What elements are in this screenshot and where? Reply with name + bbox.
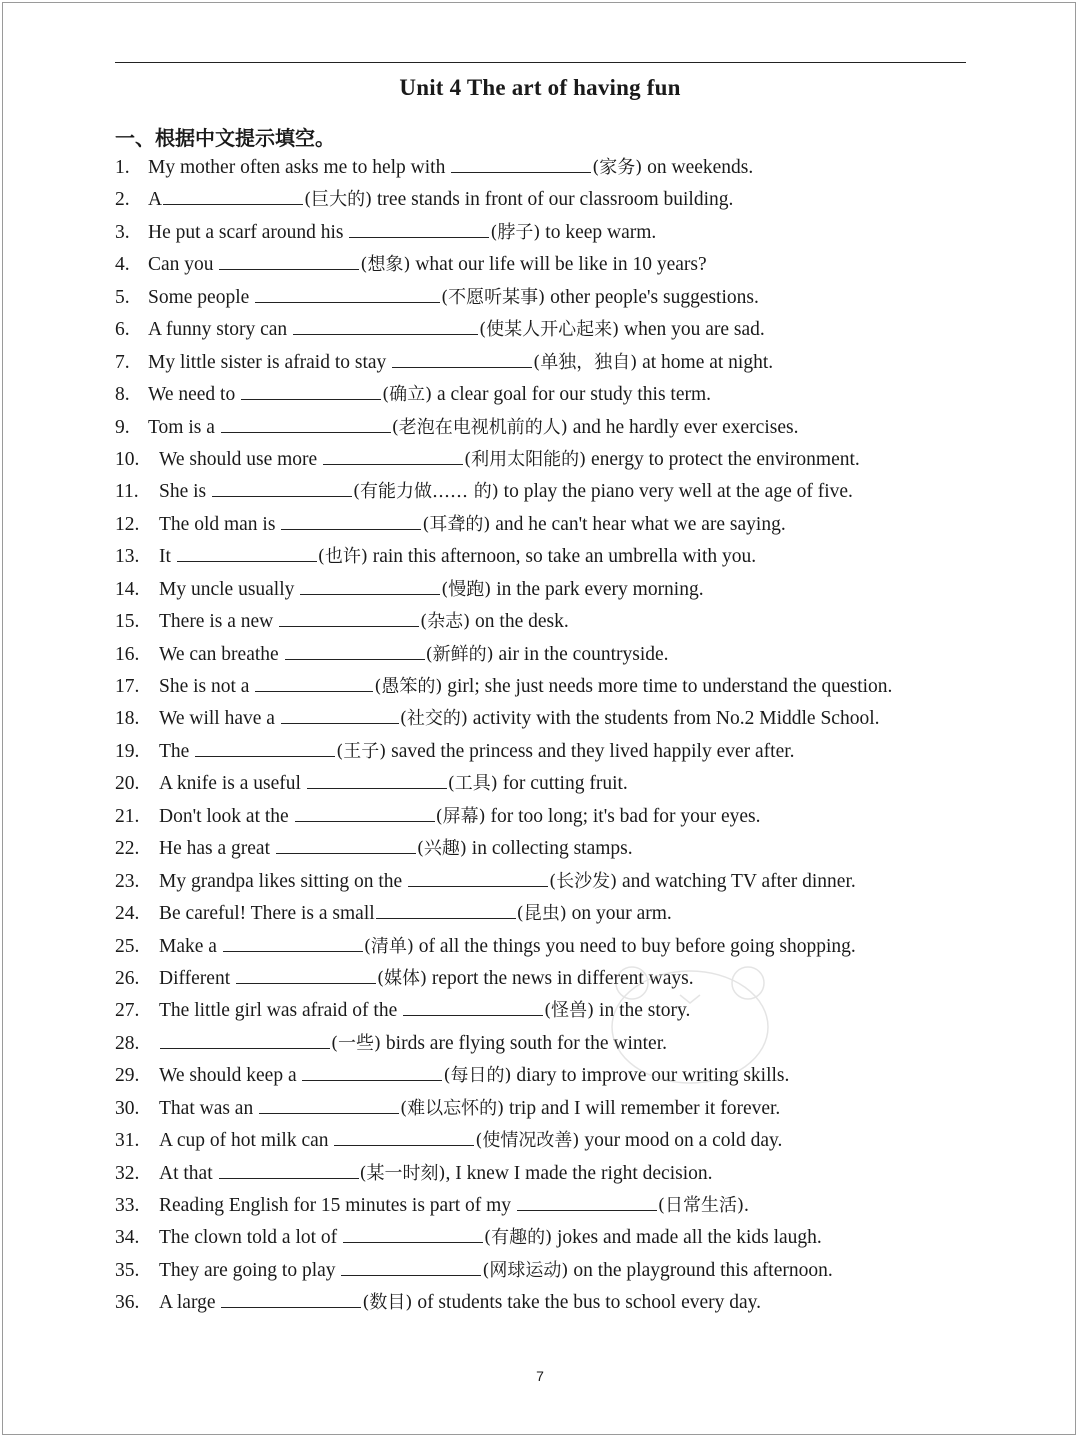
page-title: Unit 4 The art of having fun <box>399 75 681 100</box>
chinese-hint: (长沙发) <box>549 870 618 892</box>
question-number: 1. <box>115 157 130 178</box>
chinese-hint: (某一时刻) <box>359 1162 446 1184</box>
question-item <box>115 282 975 314</box>
question-text-after: to keep warm. <box>540 221 657 243</box>
question-item <box>115 866 975 898</box>
chinese-hint: (清单) <box>363 935 414 957</box>
answer-blank[interactable] <box>163 186 303 205</box>
question-item <box>115 1060 975 1092</box>
chinese-hint: (媒体) <box>376 967 428 989</box>
question-text-after: for too long; it's bad for your eyes. <box>485 805 761 827</box>
question-text-after: in collecting stamps. <box>466 838 633 860</box>
answer-blank[interactable] <box>403 997 543 1016</box>
question-number: 9. <box>115 416 130 438</box>
question-text-before: A <box>148 189 163 211</box>
question-text-before: At that <box>159 1162 218 1184</box>
question-number: 33. <box>115 1195 140 1216</box>
answer-blank[interactable] <box>212 478 352 497</box>
question-item <box>115 1287 975 1319</box>
question-text-after: and he hardly ever exercises. <box>567 416 799 438</box>
question-text-after: saved the princess and they lived happily ever after. <box>386 740 795 762</box>
chinese-hint: (慢跑) <box>441 578 492 600</box>
question-text-after: birds are flying south for the winter. <box>381 1032 667 1054</box>
chinese-hint: (日常生活) <box>657 1195 744 1216</box>
question-text-after: , I knew I made the right decision. <box>445 1162 713 1184</box>
question-item <box>115 379 975 411</box>
chinese-hint: (王子) <box>336 740 387 762</box>
question-item <box>115 768 975 800</box>
question-text-after: of all the things you need to buy before going shopping. <box>413 935 856 957</box>
header-rule <box>115 62 966 63</box>
question-number: 26. <box>115 967 140 989</box>
answer-blank[interactable] <box>255 284 440 303</box>
question-text-before: The old man is <box>159 513 281 535</box>
question-item <box>115 314 975 346</box>
answer-blank[interactable] <box>343 1224 483 1243</box>
chinese-hint: (使某人开心起来) <box>479 319 620 341</box>
question-item <box>115 444 975 476</box>
question-item <box>115 1028 975 1060</box>
answer-blank[interactable] <box>392 349 532 368</box>
question-item <box>115 347 975 379</box>
chinese-hint: (数目) <box>362 1292 413 1314</box>
question-number: 17. <box>115 676 140 697</box>
question-item <box>115 152 975 184</box>
question-number: 13. <box>115 546 140 568</box>
question-item <box>115 639 975 671</box>
chinese-hint: (社交的) <box>399 708 468 730</box>
question-number: 25. <box>115 935 140 957</box>
question-text-before: Don't look at the <box>159 805 294 827</box>
question-item <box>115 412 975 444</box>
answer-blank[interactable] <box>255 673 373 692</box>
question-list <box>115 152 975 1320</box>
question-text-before: That was an <box>159 1097 259 1119</box>
question-text-after: your mood on a cold day. <box>579 1130 783 1152</box>
question-text-after: activity with the students from No.2 Middle School. <box>467 708 880 730</box>
chinese-hint: (有趣的) <box>484 1227 553 1249</box>
answer-blank[interactable] <box>281 511 421 530</box>
chinese-hint: (杂志) <box>420 611 471 633</box>
section-heading: 一、根据中文提示填空。 <box>115 126 335 150</box>
question-number: 10. <box>115 448 140 470</box>
question-number: 19. <box>115 740 140 762</box>
question-text-before: A knife is a useful <box>159 773 306 795</box>
question-text-before: The little girl was afraid of the <box>159 1000 403 1022</box>
question-number: 23. <box>115 870 140 892</box>
question-text-before: A large <box>159 1292 221 1314</box>
answer-blank[interactable] <box>341 1257 481 1276</box>
question-item <box>115 476 975 508</box>
question-text-before: We need to <box>148 384 241 406</box>
question-item <box>115 671 975 703</box>
question-text-after: a clear goal for our study this term. <box>432 384 712 406</box>
question-text-before: Different <box>159 967 235 989</box>
question-text-before: It <box>159 546 176 568</box>
question-text-after: . <box>743 1195 749 1216</box>
question-item <box>115 736 975 768</box>
question-text-before: We will have a <box>159 708 280 730</box>
question-number: 24. <box>115 903 140 925</box>
question-text-before: My grandpa likes sitting on the <box>159 870 408 892</box>
chinese-hint: (不愿听某事) <box>441 286 546 308</box>
question-text-after: air in the countryside. <box>493 643 669 665</box>
question-number: 36. <box>115 1292 140 1314</box>
question-number: 27. <box>115 1000 140 1022</box>
answer-blank[interactable] <box>160 1030 330 1049</box>
question-text-after: and watching TV after dinner. <box>617 870 856 892</box>
question-text-after: rain this afternoon, so take an umbrella with you. <box>367 546 757 568</box>
question-number: 16. <box>115 643 140 665</box>
question-text-before: A cup of hot milk can <box>159 1130 334 1152</box>
answer-blank[interactable] <box>295 803 435 822</box>
question-number: 32. <box>115 1162 140 1184</box>
question-text-before: She is not a <box>159 676 255 697</box>
chinese-hint: (想象) <box>360 254 411 276</box>
question-item <box>115 574 975 606</box>
chinese-hint: (昆虫) <box>516 903 567 925</box>
answer-blank[interactable] <box>451 154 591 173</box>
question-text-after: when you are sad. <box>619 319 765 341</box>
question-text-after: energy to protect the environment. <box>586 448 860 470</box>
question-text-after: what our life will be like in 10 years? <box>410 254 707 276</box>
chinese-hint: (确立) <box>382 384 433 406</box>
question-number: 6. <box>115 319 130 341</box>
question-text-after: jokes and made all the kids laugh. <box>552 1227 822 1249</box>
question-item <box>115 249 975 281</box>
answer-blank[interactable] <box>219 251 359 270</box>
answer-blank[interactable] <box>302 1062 442 1081</box>
page-number: 7 <box>536 1368 544 1384</box>
question-text-before: We should use more <box>159 448 323 470</box>
answer-blank[interactable] <box>349 219 489 238</box>
answer-blank[interactable] <box>259 1095 399 1114</box>
chinese-hint: (家务) <box>592 157 643 178</box>
question-text-after: for cutting fruit. <box>497 773 628 795</box>
question-number: 35. <box>115 1259 140 1281</box>
question-item <box>115 1158 975 1190</box>
answer-blank[interactable] <box>195 738 335 757</box>
question-text-before: She is <box>159 481 212 503</box>
question-item <box>115 1093 975 1125</box>
chinese-hint: (兴趣) <box>416 838 467 860</box>
question-text-before: There is a new <box>159 611 279 633</box>
question-number: 8. <box>115 384 130 406</box>
chinese-hint: (脖子) <box>490 221 541 243</box>
answer-blank[interactable] <box>276 835 416 854</box>
question-number: 5. <box>115 286 130 308</box>
question-number: 4. <box>115 254 130 276</box>
question-text-after: in the story. <box>594 1000 691 1022</box>
question-item <box>115 1190 975 1222</box>
chinese-hint: (也许) <box>317 546 368 568</box>
answer-blank[interactable] <box>300 576 440 595</box>
answer-blank[interactable] <box>221 414 391 433</box>
chinese-hint: (网球运动) <box>482 1259 569 1281</box>
question-text-before: Be careful! There is a small <box>159 903 375 925</box>
question-text-before: My mother often asks me to help with <box>148 157 451 178</box>
answer-blank[interactable] <box>281 705 399 724</box>
chinese-hint: (愚笨的) <box>374 676 443 697</box>
chinese-hint: (耳聋的) <box>422 513 491 535</box>
question-text-before: We should keep a <box>159 1065 302 1087</box>
answer-blank[interactable] <box>323 446 463 465</box>
question-text-after: report the news in different ways. <box>427 967 694 989</box>
question-text-before: Can you <box>148 254 219 276</box>
question-text-after: trip and I will remember it forever. <box>504 1097 781 1119</box>
question-item <box>115 963 975 995</box>
question-text-after: and he can't hear what we are saying. <box>490 513 786 535</box>
chinese-hint: (难以忘怀的) <box>400 1097 505 1119</box>
question-text-before: Make a <box>159 935 222 957</box>
question-text-after: on the desk. <box>470 611 569 633</box>
answer-blank[interactable] <box>307 770 447 789</box>
question-item <box>115 606 975 638</box>
chinese-hint: (单独，独自) <box>533 351 638 373</box>
question-number: 22. <box>115 838 140 860</box>
question-number: 7. <box>115 351 130 373</box>
question-text-before: My uncle usually <box>159 578 300 600</box>
chinese-hint: (工具) <box>447 773 498 795</box>
question-item <box>115 703 975 735</box>
question-text-after: tree stands in front of our classroom building. <box>372 189 734 211</box>
question-text-after: on your arm. <box>566 903 672 925</box>
question-number: 14. <box>115 578 140 600</box>
question-text-before: Tom is a <box>148 416 220 438</box>
chinese-hint: (一些) <box>331 1032 382 1054</box>
answer-blank[interactable] <box>408 868 548 887</box>
question-text-after: at home at night. <box>637 351 774 373</box>
question-number: 30. <box>115 1097 140 1119</box>
question-text-before: The clown told a lot of <box>159 1227 343 1249</box>
watermark-bear-icon <box>600 955 780 1085</box>
question-number: 11. <box>115 481 139 503</box>
question-item <box>115 1222 975 1254</box>
chinese-hint: (利用太阳能的) <box>464 448 587 470</box>
question-text-after: on weekends. <box>642 157 754 178</box>
question-text-after: on the playground this afternoon. <box>568 1259 833 1281</box>
question-number: 28. <box>115 1032 140 1054</box>
question-text-before: My little sister is afraid to stay <box>148 351 392 373</box>
answer-blank[interactable] <box>223 933 363 952</box>
question-text-before: Reading English for 15 minutes is part of my <box>159 1195 516 1216</box>
question-text-after: other people's suggestions. <box>545 286 759 308</box>
question-number: 18. <box>115 708 140 730</box>
question-item <box>115 898 975 930</box>
question-number: 12. <box>115 513 140 535</box>
question-text-after: diary to improve our writing skills. <box>511 1065 790 1087</box>
answer-blank[interactable] <box>334 1127 474 1146</box>
answer-blank[interactable] <box>293 316 478 335</box>
chinese-hint: (使情况改善) <box>475 1130 580 1152</box>
chinese-hint: (巨大的) <box>304 189 373 211</box>
answer-blank[interactable] <box>517 1192 657 1211</box>
question-number: 31. <box>115 1130 140 1152</box>
question-item <box>115 833 975 865</box>
question-number: 3. <box>115 221 130 243</box>
answer-blank[interactable] <box>219 1160 359 1179</box>
chinese-hint: (屏幕) <box>435 805 486 827</box>
question-item <box>115 184 975 216</box>
question-text-after: of students take the bus to school every day. <box>412 1292 762 1314</box>
question-number: 20. <box>115 773 140 795</box>
question-number: 2. <box>115 189 130 211</box>
chinese-hint: (有能力做…… 的) <box>353 481 499 503</box>
question-text-after: girl; she just needs more time to understand the question. <box>442 676 893 697</box>
question-number: 15. <box>115 611 140 633</box>
question-item <box>115 995 975 1027</box>
chinese-hint: (老泡在电视机前的人) <box>391 416 568 438</box>
question-item <box>115 1125 975 1157</box>
question-item <box>115 541 975 573</box>
question-item <box>115 1255 975 1287</box>
question-text-before: The <box>159 740 195 762</box>
question-item <box>115 509 975 541</box>
question-text-before: He put a scarf around his <box>148 221 349 243</box>
answer-blank[interactable] <box>177 543 317 562</box>
question-text-before: Some people <box>148 286 255 308</box>
question-text-before: A funny story can <box>148 319 293 341</box>
chinese-hint: (新鲜的) <box>425 643 494 665</box>
question-item <box>115 217 975 249</box>
answer-blank[interactable] <box>376 900 516 919</box>
question-text-after: in the park every morning. <box>491 578 704 600</box>
answer-blank[interactable] <box>236 965 376 984</box>
question-text-before: We can breathe <box>159 643 284 665</box>
answer-blank[interactable] <box>285 641 425 660</box>
answer-blank[interactable] <box>279 608 419 627</box>
question-number: 29. <box>115 1065 140 1087</box>
question-number: 21. <box>115 805 140 827</box>
answer-blank[interactable] <box>221 1289 361 1308</box>
question-item <box>115 931 975 963</box>
question-number: 34. <box>115 1227 140 1249</box>
question-text-before: They are going to play <box>159 1259 341 1281</box>
question-text-after: to play the piano very well at the age of five. <box>498 481 853 503</box>
question-item <box>115 801 975 833</box>
answer-blank[interactable] <box>241 381 381 400</box>
question-text-before: He has a great <box>159 838 275 860</box>
chinese-hint: (每日的) <box>443 1065 512 1087</box>
chinese-hint: (怪兽) <box>544 1000 595 1022</box>
